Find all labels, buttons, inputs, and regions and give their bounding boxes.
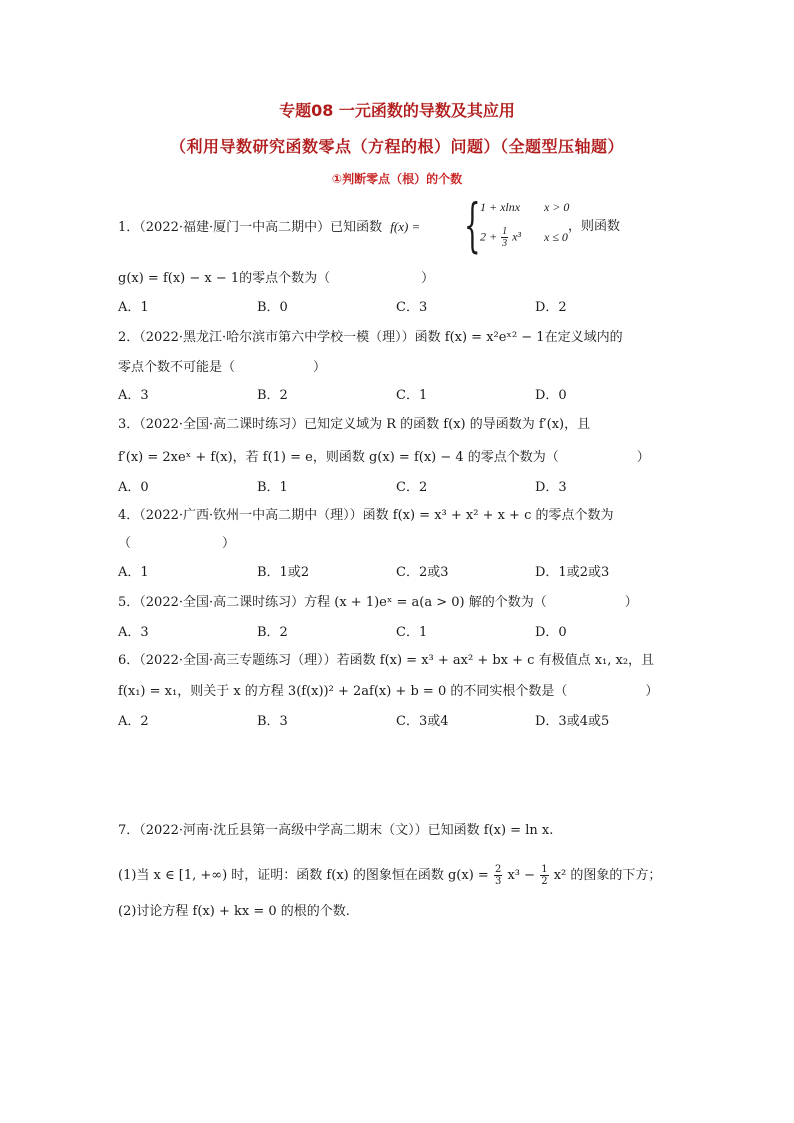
- question-1-line-2: g(x) = f(x) − x − 1的零点个数为（ ）: [118, 271, 435, 286]
- q4-option-c[interactable]: C．2或3: [396, 565, 449, 580]
- question-7-part-2: (2)讨论方程 f(x) + kx = 0 的根的个数.: [118, 904, 350, 919]
- question-3-line-2: f′(x) = 2xeˣ + f(x)，若 f(1) = e，则函数 g(x) = f(x) − 4 的零点个数为（ ）: [118, 450, 650, 465]
- fraction-numerator: 1: [541, 864, 548, 875]
- question-2-line-2: 零点个数不可能是（ ）: [118, 360, 327, 375]
- question-2-line-1: 2．（2022·黑龙江·哈尔滨市第六中学校一模（理））函数 f(x) = x²eˣ² − 1在定义域内的: [118, 330, 623, 345]
- question-1-prefix: 1．（2022·福建·厦门一中高二期中）已知函数: [118, 220, 383, 235]
- piece-1-expression: 1 + xlnx: [480, 200, 521, 214]
- question-4-line-1: 4．（2022·广西·钦州一中高二期中（理））函数 f(x) = x³ + x² + x + c 的零点个数为: [118, 508, 614, 523]
- q2-option-c[interactable]: C．1: [396, 388, 428, 403]
- question-1-suffix: ，则函数: [568, 219, 621, 234]
- question-5-line-1: 5．（2022·全国·高二课时练习）方程 (x + 1)eˣ = a(a > 0) 解的个数为（ ）: [118, 595, 638, 610]
- q5-option-b[interactable]: B．2: [257, 625, 288, 640]
- part-1-middle: x³ −: [507, 868, 536, 883]
- document-subtitle: （利用导数研究函数零点（方程的根）问题）（全题型压轴题）: [169, 137, 624, 156]
- q1-option-b[interactable]: B．0: [257, 300, 288, 315]
- q4-option-a[interactable]: A．1: [118, 565, 149, 580]
- part-1-text: (1)当 x ∈ [1, +∞) 时，证明：函数 f(x) 的图象恒在函数 g(x) =: [118, 868, 489, 883]
- piece-2-tail: x³: [512, 229, 522, 244]
- q1-option-c[interactable]: C．3: [396, 300, 428, 315]
- q5-option-a[interactable]: A．3: [118, 625, 149, 640]
- q5-option-d[interactable]: D．0: [535, 625, 567, 640]
- fraction-numerator: 2: [494, 864, 502, 875]
- q2-option-d[interactable]: D．0: [535, 388, 567, 403]
- piece-2-expression: [480, 226, 521, 249]
- fraction-two-thirds: [494, 864, 502, 887]
- piece-1-condition: x > 0: [544, 200, 570, 214]
- fraction-one-half: [540, 864, 548, 887]
- left-brace: {: [464, 191, 481, 259]
- question-7-part-1: [118, 864, 661, 887]
- document-title: 专题08 一元函数的导数及其应用: [279, 101, 515, 120]
- q6-option-c[interactable]: C．3或4: [396, 714, 449, 729]
- q3-option-c[interactable]: C．2: [396, 480, 428, 495]
- q2-option-a[interactable]: A．3: [118, 388, 149, 403]
- q1-option-d[interactable]: D．2: [535, 300, 567, 315]
- q3-option-d[interactable]: D．3: [535, 480, 567, 495]
- question-6-line-2: f(x₁) = x₁，则关于 x 的方程 3(f(x))² + 2af(x) + b = 0 的不同实根个数是（ ）: [118, 684, 659, 699]
- question-1-stem: [118, 218, 420, 237]
- question-4-line-2: （ ）: [118, 536, 236, 551]
- section-heading: ①判断零点（根）的个数: [331, 172, 463, 186]
- q6-option-a[interactable]: A．2: [118, 714, 149, 729]
- q4-option-b[interactable]: B．1或2: [257, 565, 310, 580]
- piece-2-condition: x ≤ 0: [544, 230, 568, 244]
- part-1-tail: x² 的图象的下方；: [553, 868, 662, 883]
- fraction-numerator: 1: [502, 226, 508, 237]
- q1-option-a[interactable]: A．1: [118, 300, 149, 315]
- question-6-line-1: 6．（2022·全国·高三专题练习（理））若函数 f(x) = x³ + ax² + bx + c 有极值点 x₁, x₂，且: [118, 653, 655, 668]
- q6-option-d[interactable]: D．3或4或5: [535, 714, 610, 729]
- q6-option-b[interactable]: B．3: [257, 714, 288, 729]
- fraction-denominator: 3: [502, 238, 508, 249]
- piece-2-lead: 2 +: [480, 229, 498, 244]
- fraction-denominator: 2: [541, 876, 548, 887]
- q3-option-a[interactable]: A．0: [118, 480, 149, 495]
- q3-option-b[interactable]: B．1: [257, 480, 288, 495]
- q2-option-b[interactable]: B．2: [257, 388, 288, 403]
- question-1-function: f(x) =: [390, 219, 421, 234]
- question-7-line-1: 7．（2022·河南·沈丘县第一高级中学高二期末（文））已知函数 f(x) = ln x.: [118, 823, 554, 838]
- fraction-denominator: 3: [494, 876, 502, 887]
- q5-option-c[interactable]: C．1: [396, 625, 428, 640]
- piece-2-fraction: [501, 226, 508, 249]
- question-3-line-1: 3．（2022·全国·高二课时练习）已知定义域为 R 的函数 f(x) 的导函数为 f′(x)，且: [118, 417, 591, 432]
- q4-option-d[interactable]: D．1或2或3: [535, 565, 610, 580]
